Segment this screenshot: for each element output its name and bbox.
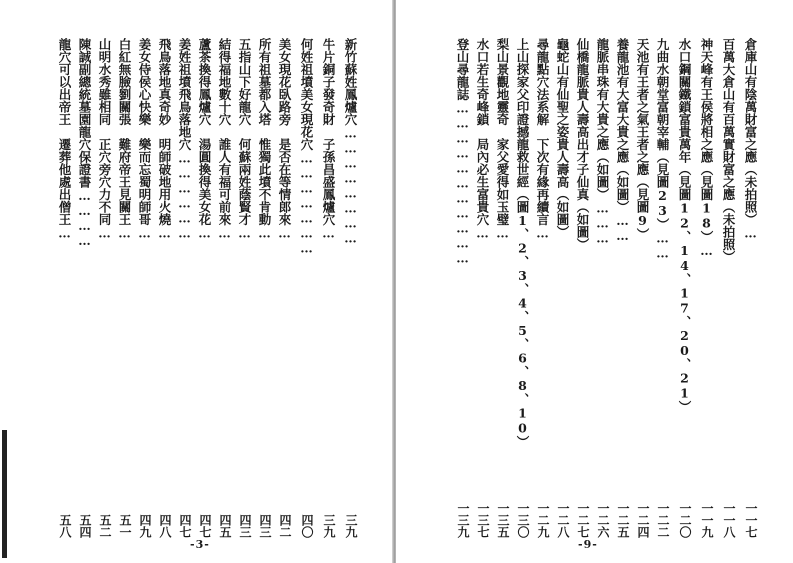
toc-entry-title: 蘆茶換得鳳爐穴 湯圓換得美女花… [197, 38, 212, 241]
toc-entry [298, 38, 313, 538]
toc-entry-title: 水口若生奇峰鎖 局內必生富貴穴… [475, 38, 490, 241]
toc-entry-page: 三九 [344, 514, 358, 538]
toc-entry-page: 一一七 [744, 502, 758, 538]
toc-entry-title: 所有祖墓都入塔 惟獨此墳不肯動… [257, 38, 272, 241]
toc-entry-title: 龍脈串珠有大貴之應（如圖）……… [595, 38, 610, 246]
toc-entry [116, 38, 131, 538]
toc-entry-title: 姜女侍侯心快樂 樂而忘蜀明師哥… [137, 38, 152, 241]
toc-entry-page: 一二九 [536, 502, 550, 538]
toc-entry [474, 38, 489, 538]
toc-entry [654, 38, 669, 538]
toc-entry-page: 四三 [238, 514, 252, 538]
toc-entry [320, 38, 335, 538]
toc-entry-page: 三九 [322, 514, 336, 538]
toc-entry [454, 38, 469, 538]
toc-entry-page: 四三 [258, 514, 272, 538]
toc-entry [156, 38, 171, 538]
toc-entry-page: 四〇 [300, 514, 314, 538]
toc-entry-page: 一三〇 [516, 502, 530, 538]
toc-entry-title: 倉庫山有陰萬財富之應（未拍照）… [743, 38, 758, 241]
toc-entry [574, 38, 589, 538]
toc-entry-title: 水口鋼關鐵鎖富貴萬年（見圖12、14、17、20、21） [677, 38, 692, 413]
toc-entry-title: 天池有王者之氣王者之應（見圖9） [635, 38, 650, 241]
toc-entry [256, 38, 271, 538]
toc-entry-title: 神天峰有王侯將相之應（見圖18）… [699, 38, 714, 258]
toc-entry [554, 38, 569, 538]
toc-entry-page: 五二 [98, 514, 112, 538]
right-page [396, 0, 793, 563]
toc-entry-title: 上山探家父印證撼龍救世經（圖1、2、3、4、5、6、8、10） [515, 38, 530, 448]
toc-entry-title: 登山尋龍誌…………………………… [455, 38, 470, 266]
toc-entry-page: 四二 [278, 514, 292, 538]
toc-entry [514, 38, 529, 538]
toc-entry-title: 飛鳥落地真奇妙 明師破地用火燒… [157, 38, 172, 241]
left-page [0, 0, 396, 563]
toc-entry [676, 38, 691, 538]
scan-edge-mark [2, 430, 7, 558]
toc-entry [76, 38, 91, 538]
toc-entry-title: 龜蛇山有仙聖之姿貴人壽高（如圖） [555, 38, 570, 238]
toc-entry [136, 38, 151, 538]
toc-entry-page: 一三七 [476, 502, 490, 538]
toc-entry-title: 新竹蘇姓鳳爐穴…………………… [343, 38, 358, 246]
toc-entry-title: 結得福地數十穴 誰人有福可前來… [217, 38, 232, 241]
toc-entry [236, 38, 251, 538]
toc-entry-page: 一三九 [456, 502, 470, 538]
toc-entry [96, 38, 111, 538]
toc-entry-page: 一二二 [656, 502, 670, 538]
toc-entry-page: 一二〇 [678, 502, 692, 538]
toc-entry-page: 一二四 [636, 502, 650, 538]
toc-entry-title: 龍穴可以出帝王 遷葬他處出僧王… [57, 38, 72, 241]
toc-entry [494, 38, 509, 538]
toc-entry [276, 38, 291, 538]
toc-entry-title: 養龍池有大富大貴之應（如圖）…… [615, 38, 630, 243]
toc-entry [720, 38, 735, 538]
page-number: -3- [190, 538, 210, 551]
toc-entry-title: 陳誠副總統墓園龍穴保證書………… [77, 38, 92, 248]
toc-entry-page: 一一九 [700, 502, 714, 538]
toc-entry-title: 何姓祖墳美女現花穴………………… [299, 38, 314, 256]
toc-entry [698, 38, 713, 538]
toc-entry [614, 38, 629, 538]
toc-entry [216, 38, 231, 538]
toc-entry-page: 四八 [158, 514, 172, 538]
toc-entry-page: 四五 [218, 514, 232, 538]
toc-entry-title: 姜姓祖墳飛鳥落地穴……………… [177, 38, 192, 241]
toc-entry-title: 九曲水朝堂富朝宰輔（見圖23）…… [655, 38, 670, 261]
toc-entry-title: 白紅無臉劉關張 難府帝王見關王… [117, 38, 132, 241]
toc-entry [534, 38, 549, 538]
toc-entry-page: 一三五 [496, 502, 510, 538]
toc-entry [196, 38, 211, 538]
toc-entry-page: 四七 [178, 514, 192, 538]
toc-entry-title: 五指山下好龍穴 何蘇兩姓蔭賢才… [237, 38, 252, 241]
page-number: -9- [578, 538, 598, 551]
toc-entry-page: 一二七 [576, 502, 590, 538]
toc-entry-page: 一二八 [556, 502, 570, 538]
toc-entry [742, 38, 757, 538]
toc-entry-page: 四九 [138, 514, 152, 538]
toc-entry-title: 百萬大倉山有百萬實財富之應（未拍照） [721, 38, 736, 263]
toc-entry-page: 五一 [118, 514, 132, 538]
toc-entry [56, 38, 71, 538]
toc-entry [342, 38, 357, 538]
toc-entry-page: 一二五 [616, 502, 630, 538]
toc-entry [634, 38, 649, 538]
toc-entry [176, 38, 191, 538]
toc-entry-title: 美女現花臥路旁 是否在等情郎來… [277, 38, 292, 241]
toc-entry-title: 牛片銅子發奇財 子孫昌盛鳳爐穴… [321, 38, 336, 241]
toc-entry-title: 仙橋龍脈貴人壽高出才子仙真（如圖） [575, 38, 590, 251]
toc-entry [594, 38, 609, 538]
toc-entry-page: 五八 [58, 514, 72, 538]
toc-entry-title: 梨山景觀地靈奇 家父愛得如玉璧… [495, 38, 510, 241]
toc-entry-page: 一二六 [596, 502, 610, 538]
toc-entry-title: 尋龍點穴法系解 下次有緣再續言… [535, 38, 550, 241]
toc-entry-page: 五四 [78, 514, 92, 538]
toc-entry-page: 四七 [198, 514, 212, 538]
toc-entry-title: 山明水秀雖相同 正穴旁穴力不同… [97, 38, 112, 241]
toc-entry-page: 一一八 [722, 502, 736, 538]
